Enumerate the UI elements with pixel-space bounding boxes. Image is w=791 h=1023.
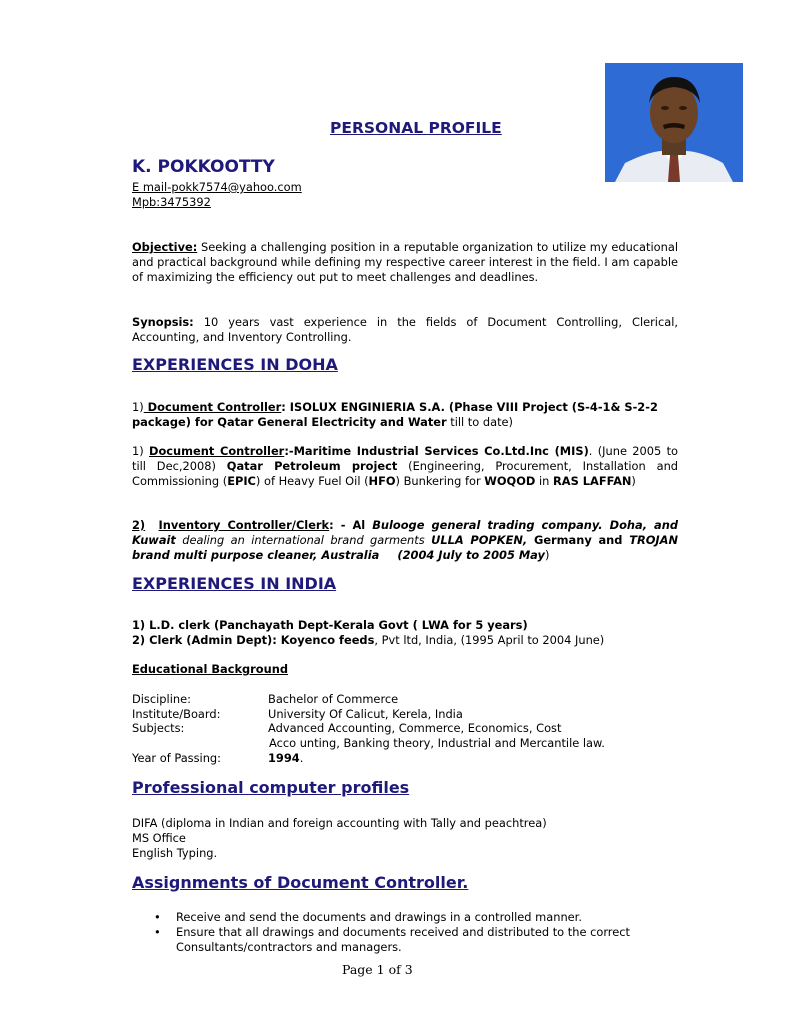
project-name: Qatar Petroleum project [226,459,398,473]
edu-label: Institute/Board: [132,707,221,721]
candidate-name: K. POKKOOTTY [132,157,275,177]
company-name: :-Maritime Industrial Services Co.Ltd.Inc (MIS) [284,444,589,458]
separator: . [299,751,304,765]
india-item-1: 1) L.D. clerk (Panchayath Dept-Kerala Govt ( LWA for 5 years) [132,618,528,632]
location-name: RAS LAFFAN [552,474,632,488]
company-name: Bulooge general trading company. Doha, and Kuwait [132,518,678,547]
page-title: PERSONAL PROFILE [330,119,502,137]
separator: ) [544,548,550,562]
objective-text: Seeking a challenging position in a reputable organization to utilize my educational and practical background while defining my respective career interest in the field. I am capable of maximizing the efficiency out put to meet challenges and deadlines. [132,240,678,284]
list-item: Ensure that all drawings and documents received and distributed to the correct Consultants/contractors and managers. [176,925,630,954]
company-name: ISOLUX ENGINIERIA S.A. (Phase VIII Project (S-4-1& S-2-2 package) for Qatar General Electricity and Water [132,400,658,429]
project-detail: in [535,474,553,488]
edu-value: University Of Calicut, Kerela, India [268,707,463,721]
item-number: 2) [132,518,146,532]
year-value: 1994 [268,751,300,765]
item-number: 1) [132,400,144,414]
client-name: WOQOD [484,474,536,488]
bullet-icon: • [154,910,161,924]
profile-photo [605,63,743,182]
item-number: 1) [132,444,150,458]
edu-value: Acco unting, Banking theory, Industrial and Mercantile law. [269,736,605,750]
assignments-heading: Assignments of Document Controller. [132,873,469,892]
page-number: Page 1 of 3 [342,962,413,977]
doha-item-3 [132,518,678,563]
list-item: Receive and send the documents and drawings in a controlled manner. [176,910,582,924]
job-detail: , Pvt ltd, India, (1995 April to 2004 June) [374,633,605,647]
separator: : - Al [329,518,373,532]
education-heading: Educational Background [132,662,288,676]
edu-label: Discipline: [132,692,191,706]
project-detail: (Engineering, Procurement, Installation and Commissioning ( [132,459,679,488]
doha-heading: EXPERIENCES IN DOHA [132,355,338,374]
doha-item-2 [132,444,678,489]
job-period: . (June 2005 to till Dec,2008) [132,444,679,473]
job-period: till to date) [446,415,513,429]
job-role: Document Controller [143,400,282,414]
synopsis-text: 10 years vast experience in the fields of Document Controlling, Clerical, Accounting, and Inventory Controlling. [132,315,678,344]
acronym-epic: EPIC [227,474,256,488]
job-period: (2004 July to 2005 May [397,548,545,562]
computer-line: English Typing. [132,846,218,860]
project-detail: ) [631,474,636,488]
job-role: Document Controller [149,444,285,458]
synopsis-label: Synopsis: [132,315,194,329]
bullet-icon: • [154,925,161,939]
acronym-hfo: HFO [368,474,396,488]
edu-value [268,751,303,766]
brand-name: ULLA POPKEN, [431,533,528,547]
computer-heading: Professional computer profiles [132,778,410,797]
project-detail: ) Bunkering for [395,474,485,488]
mobile-number: Mpb:3475392 [132,195,211,209]
job-role: Inventory Controller/Clerk [158,518,330,532]
doha-item-1 [132,400,678,430]
contact-info [132,180,302,210]
computer-line: MS Office [132,831,186,845]
edu-value: Bachelor of Commerce [268,692,399,706]
edu-label: Subjects: [132,721,185,735]
edu-value: Advanced Accounting, Commerce, Economics, Cost [268,721,562,735]
job-role: 2) Clerk (Admin Dept): Koyenco feeds [132,633,375,647]
objective-section [132,240,678,285]
brand-name: TROJAN brand multi purpose cleaner, Australia [132,533,678,562]
objective-label: Objective: [132,240,198,254]
person-photo-icon [605,63,743,182]
synopsis-section [132,315,678,345]
india-item-2 [132,633,604,648]
computer-line: DIFA (diploma in Indian and foreign accounting with Tally and peachtrea) [132,816,547,830]
email-link[interactable]: E mail-pokk7574@yahoo.com [132,180,302,194]
edu-label: Year of Passing: [132,751,221,765]
job-detail: Germany and [527,533,630,547]
india-heading: EXPERIENCES IN INDIA [132,574,337,593]
job-detail: dealing an international brand garments [175,533,432,547]
project-detail: ) of Heavy Fuel Oil ( [255,474,369,488]
separator: : [281,400,290,414]
